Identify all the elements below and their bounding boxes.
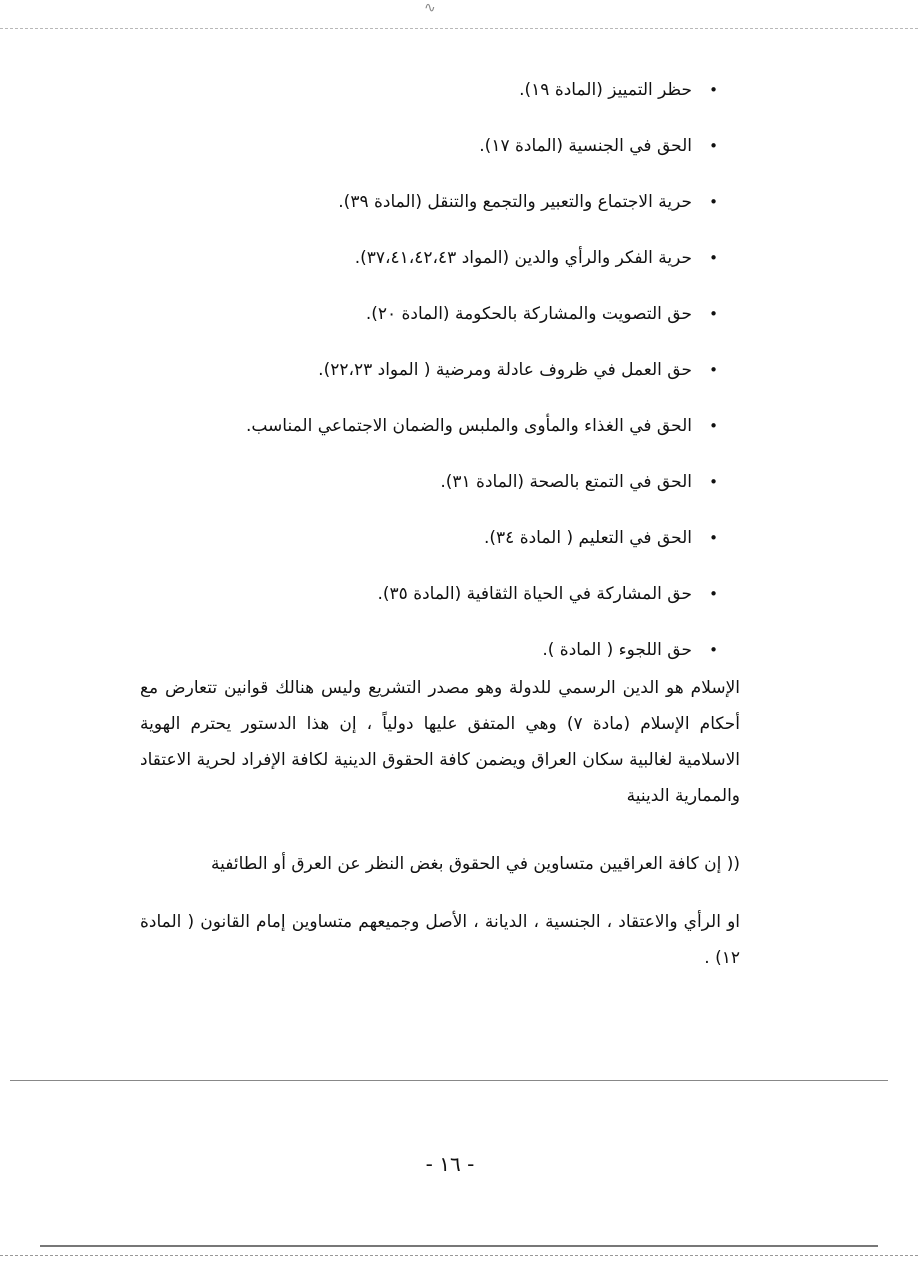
list-item: •حق اللجوء ( المادة ). <box>542 640 718 660</box>
list-item: •الحق في التعليم ( المادة ٣٤). <box>483 528 718 548</box>
scan-bottom-edge-dashed <box>0 1255 918 1256</box>
footer-rule <box>10 1080 888 1081</box>
equality-paragraph-line2: او الرأي والاعتقاد ، الجنسية ، الديانة ، الأصل وجميعهم متساوين إمام القانون ( المادة ١٢) . <box>140 912 740 968</box>
list-item: •حق المشاركة في الحياة الثقافية (المادة ٣٥). <box>377 584 718 604</box>
scan-bottom-edge <box>40 1245 878 1247</box>
crop-mark-icon: ∿ <box>424 0 436 16</box>
rights-list <box>158 62 718 678</box>
list-item: •حرية الفكر والرأي والدين (المواد ٣٧،٤١،٤٢،٤٣). <box>354 248 718 268</box>
scan-top-rule <box>0 28 918 29</box>
list-item: •حق التصويت والمشاركة بالحكومة (المادة ٢٠). <box>365 304 718 324</box>
list-item: •حق العمل في ظروف عادلة ومرضية ( المواد ٢٢،٢٣). <box>318 360 718 380</box>
list-item: •الحق في التمتع بالصحة (المادة ٣١). <box>440 472 718 492</box>
page-number: - ١٦ - <box>425 1152 475 1176</box>
list-item: •الحق في الغذاء والمأوى والملبس والضمان الاجتماعي المناسب. <box>245 416 718 436</box>
list-item: •حرية الاجتماع والتعبير والتجمع والتنقل (المادة ٣٩). <box>338 192 718 212</box>
list-item: •حظر التمييز (المادة ١٩). <box>519 80 718 100</box>
islam-paragraph: الإسلام هو الدين الرسمي للدولة وهو مصدر التشريع وليس هنالك قوانين تتعارض مع أحكام الإسلام (مادة ٧) وهي المتفق عليها دولياً ، إن هذا الدستور يحترم الهوية الاسلامية لغالبية سكان العراق ويضمن كافة الحقوق الدينية لكافة الإفراد لحرية الاعتقاد والممارية الدينية <box>140 678 740 806</box>
list-item: •الحق في الجنسية (المادة ١٧). <box>479 136 718 156</box>
equality-paragraph-line1: (( إن كافة العراقيين متساوين في الحقوق بغض النظر عن العرق أو الطائفية <box>211 854 740 874</box>
